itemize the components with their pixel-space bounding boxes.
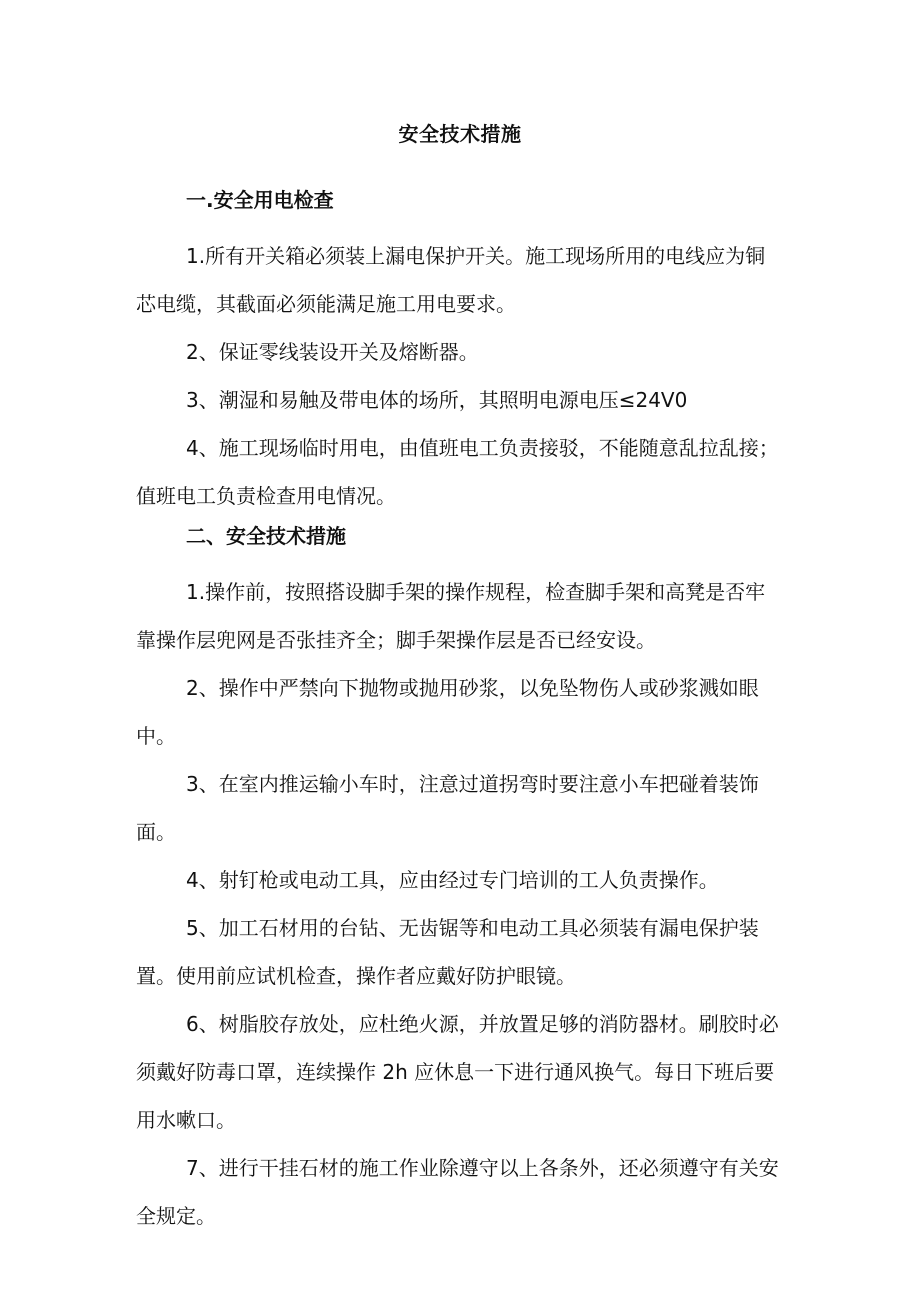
section-heading: 一.安全用电检查 xyxy=(186,188,334,212)
paragraph: 3、潮湿和易触及带电体的场所，其照明电源电压≤24V0 xyxy=(186,388,688,412)
paragraph: 6、树脂胶存放处，应杜绝火源，并放置足够的消防器材。刷胶时必须戴好防毒口罩，连续操作 2h 应休息一下进行通风换气。每日下班后要用水嗽口。 xyxy=(136,1012,779,1132)
section-electrical-safety xyxy=(136,184,784,520)
paragraph: 7、进行干挂石材的施工作业除遵守以上各条外，还必须遵守有关安全规定。 xyxy=(136,1156,779,1228)
paragraph: 5、加工石材用的台钻、无齿锯等和电动工具必须装有漏电保护装置。使用前应试机检查，操作者应戴好防护眼镜。 xyxy=(136,916,759,988)
paragraph: 1.所有开关箱必须装上漏电保护开关。施工现场所用的电线应为铜芯电缆，其截面必须能满足施工用电要求。 xyxy=(136,244,766,316)
section-safety-measures xyxy=(136,520,784,1240)
paragraph: 4、施工现场临时用电，由值班电工负责接驳，不能随意乱拉乱接；值班电工负责检查用电情况。 xyxy=(136,436,779,508)
section-heading: 二、安全技术措施 xyxy=(186,524,346,548)
paragraph: 2、保证零线装设开关及熔断器。 xyxy=(186,340,479,364)
paragraph: 1.操作前，按照搭设脚手架的操作规程，检查脚手架和高凳是否牢靠操作层兜网是否张挂齐全；脚手架操作层是否已经安设。 xyxy=(136,580,766,652)
paragraph: 4、射钉枪或电动工具，应由经过专门培训的工人负责操作。 xyxy=(186,868,719,892)
paragraph: 2、操作中严禁向下抛物或抛用砂浆，以免坠物伤人或砂浆溅如眼中。 xyxy=(136,676,759,748)
document-title: 安全技术措施 xyxy=(398,122,522,146)
paragraph: 3、在室内推运输小车时，注意过道拐弯时要注意小车把碰着装饰面。 xyxy=(136,772,759,844)
